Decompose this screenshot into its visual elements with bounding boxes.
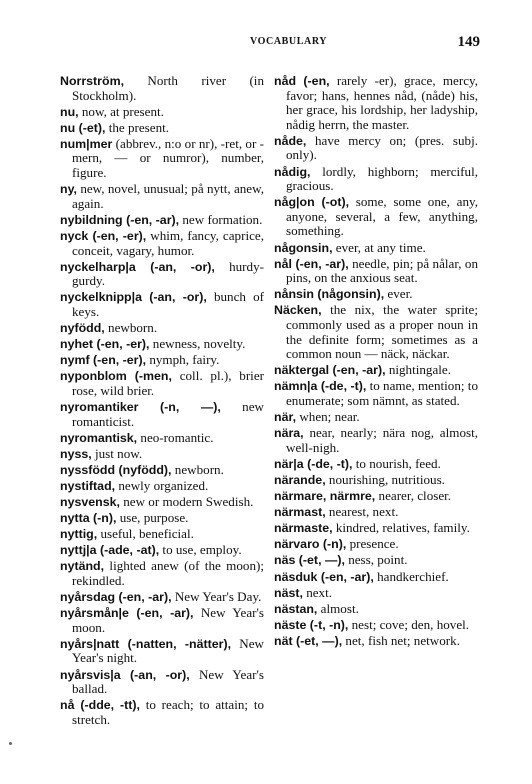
- entry-headword: nära,: [274, 426, 304, 441]
- entry-definition: lordly, highborn; merciful, gracious.: [286, 163, 478, 194]
- dictionary-entry: [60, 213, 264, 228]
- entry-headword: nåde,: [274, 133, 307, 148]
- dictionary-entry: [274, 457, 478, 472]
- dictionary-entry: [274, 473, 478, 488]
- entry-definition: near, nearly; nära nog, almost, well-nigh.: [286, 425, 478, 455]
- entry-headword: nål (-en, -ar),: [274, 256, 349, 271]
- dictionary-entry: [60, 637, 264, 666]
- entry-headword: num|mer: [60, 136, 113, 151]
- entry-definition: ever.: [384, 286, 413, 302]
- dictionary-entry: [274, 634, 478, 649]
- dictionary-entry: [274, 586, 478, 601]
- dictionary-entry: [60, 353, 264, 368]
- entry-headword: nu,: [60, 104, 79, 119]
- dictionary-entry: [274, 287, 478, 302]
- dictionary-entry: [60, 74, 264, 103]
- entry-definition: net, fish net; network.: [342, 632, 460, 648]
- entry-definition: new or modern Swedish.: [119, 494, 254, 510]
- entry-headword: nyttig,: [60, 527, 98, 542]
- entry-definition: just now.: [91, 445, 143, 461]
- dictionary-entry: [60, 121, 264, 136]
- entry-headword: nytänd,: [60, 559, 105, 574]
- entry-definition: New Year's ballad.: [72, 666, 264, 697]
- entry-definition: kindred, relatives, family.: [332, 520, 470, 536]
- entry-definition: coll. pl.), brier rose, wild brier.: [72, 368, 264, 398]
- dictionary-entry: [274, 257, 478, 286]
- entry-definition: whim, fancy, caprice, conceit, vagary, humor.: [72, 227, 264, 258]
- entry-headword: nyponblom (-men,: [60, 369, 172, 384]
- entry-definition: newness, novelty.: [149, 336, 246, 352]
- dictionary-entry: [60, 290, 264, 319]
- entry-headword: näs (-et, —),: [274, 553, 345, 568]
- dictionary-entry: [274, 303, 478, 361]
- entry-headword: nyss,: [60, 446, 92, 461]
- entry-headword: någonsin,: [274, 240, 333, 255]
- entry-definition: nymph, fairy.: [146, 352, 220, 368]
- entry-definition: presence.: [346, 536, 399, 552]
- entry-headword: nysvensk,: [60, 495, 120, 510]
- entry-definition: some, some one, any, anyone, several, a few, anything, something.: [286, 194, 478, 239]
- dictionary-entry: [274, 618, 478, 633]
- dictionary-entry: [274, 553, 478, 568]
- entry-headword: nu (-et),: [60, 120, 106, 135]
- dictionary-entry: [274, 363, 478, 378]
- dictionary-entry: [60, 698, 264, 727]
- entry-headword: ny,: [60, 182, 77, 197]
- entry-definition: to reach; to attain; to stretch.: [72, 697, 265, 727]
- entry-definition: New Year's Day.: [171, 589, 262, 605]
- entry-headword: nyckelharp|a (-an, -or),: [60, 259, 215, 274]
- entry-definition: handkerchief.: [373, 568, 449, 584]
- entry-headword: nybildning (-en, -ar),: [60, 212, 180, 227]
- entry-headword: nyssfödd (nyfödd),: [60, 462, 172, 477]
- dictionary-entry: [274, 195, 478, 239]
- dictionary-entry: [60, 511, 264, 526]
- dictionary-entry: [60, 321, 264, 336]
- dictionary-entry: [60, 463, 264, 478]
- entry-definition: nearer, closer.: [375, 488, 452, 504]
- dictionary-entry: [60, 337, 264, 352]
- entry-definition: (abbrev., n:o or nr), -ret, or -mern, — or numror), number, figure.: [72, 135, 264, 181]
- entry-headword: Näcken,: [274, 303, 322, 318]
- entry-headword: nystiftad,: [60, 478, 116, 493]
- entry-definition: newly organized.: [115, 477, 209, 493]
- entry-definition: have mercy on; (pres. subj. only).: [286, 132, 478, 163]
- entry-headword: närande,: [274, 472, 326, 487]
- entry-headword: nådig,: [274, 164, 311, 179]
- entry-headword: näsduk (-en, -ar),: [274, 569, 374, 584]
- entry-headword: nytta (-n),: [60, 511, 117, 526]
- entry-headword: nå (-dde, -tt),: [60, 698, 140, 713]
- entry-definition: the nix, the water sprite; commonly used as a proper noun in the definite form; sometimes as a common noun — näck, näckar.: [286, 302, 478, 362]
- dictionary-entry: [274, 521, 478, 536]
- entry-definition: nearest, next.: [325, 504, 399, 520]
- dictionary-entry: [60, 590, 264, 605]
- dictionary-entry: [60, 606, 264, 635]
- entry-headword: närvaro (-n),: [274, 537, 347, 552]
- entry-headword: nyhet (-en, -er),: [60, 337, 150, 352]
- entry-definition: nightingale.: [385, 362, 452, 378]
- entry-headword: nyårs|natt (-natten, -nätter),: [60, 636, 232, 651]
- entry-definition: ever, at any time.: [332, 239, 426, 255]
- entry-headword: när|a (-de, -t),: [274, 456, 353, 471]
- entry-headword: nyttj|a (-ade, -at),: [60, 543, 160, 558]
- entry-headword: nyårsmån|e (-en, -ar),: [60, 606, 194, 621]
- entry-headword: närmast,: [274, 505, 326, 520]
- entry-headword: nät (-et, —),: [274, 633, 343, 648]
- dictionary-entry: [60, 479, 264, 494]
- entry-headword: nämn|a (-de, -t),: [274, 379, 367, 394]
- entry-definition: nest; cove; den, hovel.: [348, 616, 470, 632]
- entry-headword: näktergal (-en, -ar),: [274, 363, 386, 378]
- right-column: [274, 74, 478, 650]
- entry-headword: nyckelknipp|a (-an, -or),: [60, 290, 207, 305]
- dictionary-entry: [274, 74, 478, 132]
- dictionary-entry: [60, 668, 264, 697]
- entry-definition: neo-romantic.: [137, 429, 214, 445]
- dictionary-entry: [274, 489, 478, 504]
- entry-definition: hurdy-gurdy.: [72, 258, 264, 289]
- entry-headword: någ|on (-ot),: [274, 195, 350, 210]
- dictionary-entry: [60, 431, 264, 446]
- dictionary-entry: [274, 379, 478, 408]
- dictionary-entry: [274, 410, 478, 425]
- entry-definition: ness, point.: [344, 552, 408, 568]
- margin-mark: [9, 742, 12, 745]
- dictionary-entry: [274, 505, 478, 520]
- dictionary-entry: [274, 537, 478, 552]
- entry-definition: to use, employ.: [159, 542, 242, 558]
- dictionary-entry: [274, 165, 478, 194]
- dictionary-entry: [274, 426, 478, 455]
- entry-headword: näst,: [274, 585, 303, 600]
- entry-headword: nymf (-en, -er),: [60, 353, 147, 368]
- dictionary-entry: [60, 495, 264, 510]
- entry-definition: new formation.: [179, 211, 263, 227]
- entry-definition: use, purpose.: [116, 510, 189, 526]
- entry-headword: närmare, närmre,: [274, 489, 376, 504]
- dictionary-entry: [274, 241, 478, 256]
- entry-headword: nyårsdag (-en, -ar),: [60, 590, 172, 605]
- dictionary-entry: [60, 260, 264, 289]
- entry-definition: New Year's night.: [72, 635, 264, 666]
- entry-definition: the present.: [105, 119, 170, 135]
- entry-definition: bunch of keys.: [72, 289, 264, 319]
- dictionary-entry: [274, 570, 478, 585]
- entry-headword: nånsin (någonsin),: [274, 287, 385, 302]
- entry-definition: newborn.: [171, 461, 224, 477]
- entry-definition: new romanticist.: [72, 398, 264, 429]
- dictionary-entry: [60, 527, 264, 542]
- entry-headword: nästan,: [274, 601, 318, 616]
- entry-headword: nyfödd,: [60, 321, 105, 335]
- entry-headword: Norrström,: [60, 74, 125, 88]
- entry-headword: när,: [274, 410, 297, 425]
- dictionary-entry: [60, 369, 264, 398]
- entry-definition: North river (in Stockholm).: [72, 73, 264, 103]
- entry-definition: lighted anew (of the moon); rekindled.: [72, 558, 264, 588]
- entry-definition: nourishing, nutritious.: [325, 471, 445, 487]
- entry-definition: now, at present.: [78, 103, 164, 119]
- entry-definition: newborn.: [104, 320, 158, 335]
- entry-headword: näste (-t, -n),: [274, 617, 349, 632]
- entry-definition: to nourish, feed.: [352, 455, 441, 471]
- entry-definition: useful, beneficial.: [97, 526, 194, 542]
- dictionary-entry: [60, 137, 264, 181]
- dictionary-entry: [60, 400, 264, 429]
- dictionary-entry: [274, 602, 478, 617]
- entry-definition: New Year's moon.: [72, 605, 264, 635]
- entry-definition: to name, mention; to enumerate; som nämnt, as stated.: [286, 378, 478, 408]
- dictionary-entry: [60, 105, 264, 120]
- entry-definition: new, novel, unusual; på nytt, anew, again.: [72, 181, 264, 211]
- left-column: [60, 74, 264, 729]
- entry-definition: rarely -er), grace, mercy, favor; hans, hennes nåd, (nåde) his, her grace, his lordship, her ladyship, nådig herrn, the master.: [286, 73, 478, 132]
- dictionary-entry: [60, 229, 264, 258]
- entry-headword: nyromantisk,: [60, 430, 138, 445]
- entry-headword: närmaste,: [274, 521, 333, 536]
- entry-definition: needle, pin; på nålar, on pins, on the anxious seat.: [286, 255, 478, 286]
- entry-headword: nåd (-en,: [274, 74, 330, 88]
- dictionary-entry: [60, 447, 264, 462]
- dictionary-entry: [60, 543, 264, 558]
- entry-headword: nyromantiker (-n, —),: [60, 399, 221, 414]
- entry-headword: nyårsvis|a (-an, -or),: [60, 667, 190, 682]
- dictionary-entry: [274, 134, 478, 163]
- entry-definition: when; near.: [296, 409, 360, 425]
- dictionary-entry: [60, 182, 264, 211]
- page-header: [60, 36, 480, 56]
- page-number: 149: [457, 34, 480, 50]
- entry-headword: nyck (-en, -er),: [60, 228, 147, 243]
- running-head: VOCABULARY: [250, 36, 328, 47]
- dictionary-entry: [60, 559, 264, 588]
- entry-definition: next.: [302, 584, 333, 600]
- entry-definition: almost.: [317, 600, 359, 616]
